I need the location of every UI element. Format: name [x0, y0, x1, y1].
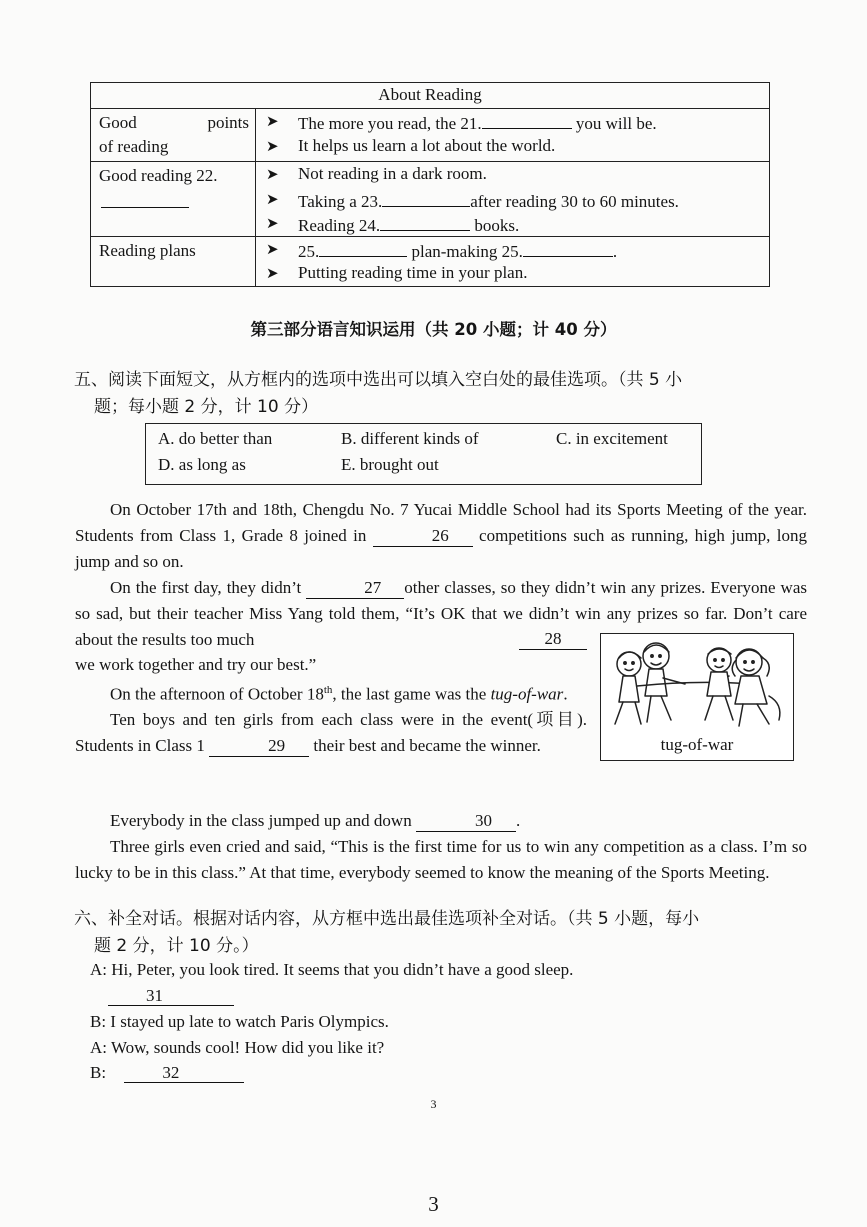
item-text: . [612, 241, 618, 261]
label-word: Good reading 22. [99, 166, 218, 185]
options-box [145, 423, 702, 485]
item-text: books. [470, 216, 520, 235]
label-word: of reading [99, 137, 169, 156]
part-title: 第三部分语言知识运用（共 20 小题；计 40 分） [250, 320, 617, 339]
list-item [264, 187, 765, 212]
table-row [91, 236, 770, 286]
answer-blank [380, 211, 470, 231]
list-item [264, 261, 765, 286]
list-item [264, 134, 765, 159]
table-title: About Reading [91, 83, 770, 109]
item-text: after reading 30 to 60 minutes. [470, 191, 679, 211]
item-text: It helps us learn a lot about the world. [298, 135, 556, 155]
answer-blank [382, 187, 470, 207]
label-word: points [207, 113, 249, 132]
speaker-label: B: [90, 1063, 107, 1082]
paragraph: Everybody in the class jumped up and down 30 . [110, 811, 521, 830]
paragraph: Three girls even cried and said, “This is the first time for us to win any competition as a class. I’m so lucky to be in this class.” At that time, everybody seemed to know the meaning of the Sports Meeting. [75, 836, 807, 882]
table-row [91, 109, 770, 162]
item-text: Taking a 23. [298, 191, 383, 211]
list-item [264, 211, 765, 236]
table-row-content [256, 236, 770, 286]
gap-27: 27 [306, 578, 404, 599]
item-text: you will be. [571, 114, 657, 133]
option-a: A. do better than [158, 429, 273, 448]
table-row-content [256, 162, 770, 237]
answer-blank [523, 237, 613, 257]
about-reading-table [90, 82, 770, 287]
passage-bottom [75, 808, 807, 886]
option-e: E. brought out [341, 455, 439, 474]
page-number-small: 3 [430, 1097, 437, 1111]
section-title-line: 五、阅读下面短文，从方框内的选项中选出可以填入空白处的最佳选项。（共 5 小 [74, 370, 683, 390]
paragraph: On the afternoon of October 18th, the last game was the tug-of-war. [110, 683, 568, 704]
section-title-line: 六、补全对话。根据对话内容，从方框中选出最佳选项补全对话。（共 5 小题，每小 [74, 909, 700, 929]
answer-blank [101, 188, 189, 208]
dialogue-line [90, 1063, 244, 1083]
item-text: Reading 24. [298, 216, 381, 235]
answer-blank [482, 109, 572, 129]
gap-26: 26 [373, 526, 473, 547]
dialogue-line: A: Wow, sounds cool! How did you like it? [90, 1038, 385, 1057]
section-title-line: 题；每小题 2 分，计 10 分） [94, 397, 319, 417]
tug-of-war-drawing [601, 634, 793, 734]
gap-32: 32 [124, 1063, 244, 1083]
section-6-title [74, 906, 814, 960]
table-row-label [91, 236, 256, 286]
dialogue-line: A: Hi, Peter, you look tired. It seems that you didn’t have a good sleep. [90, 960, 574, 979]
list-item [264, 109, 765, 134]
list-item [264, 237, 765, 262]
item-text: Putting reading time in your plan. [298, 263, 528, 282]
table-row [91, 162, 770, 237]
item-text: Not reading in a dark room. [298, 164, 487, 183]
paragraph: On October 17th and 18th, Chengdu No. 7 Yucai Middle School had its Sports Meeting of the year. Students from Class 1, Grade 8 joined in 26 competitions such as running, high jump, long jump and so on. [75, 500, 808, 571]
gap-28: 28 [519, 629, 587, 650]
answer-blank [319, 237, 407, 257]
tug-of-war-illustration [600, 633, 794, 761]
gap-30: 30 [416, 811, 516, 832]
option-d: D. as long as [158, 455, 246, 474]
gap-31: 31 [108, 986, 234, 1006]
section-5-title [74, 367, 814, 421]
picture-caption: tug-of-war [660, 735, 734, 754]
option-b: B. different kinds of [341, 429, 479, 448]
gap-29: 29 [209, 736, 309, 757]
item-text: plan-making 25. [407, 241, 523, 261]
item-text: 25. [298, 241, 320, 261]
item-text: The more you read, the 21. [298, 114, 482, 133]
paragraph: Ten boys and ten girls from each class were in the event(项目). Students in Class 1 29 their best and became the winner. [75, 710, 587, 756]
section-title-line: 题 2 分，计 10 分。） [94, 936, 259, 956]
paragraph-fragment [75, 626, 587, 652]
table-row-label [91, 109, 256, 162]
passage-left-of-picture [75, 626, 587, 759]
table-row-label [91, 162, 256, 237]
paragraph: On the first day, they didn’t 27 other classes, so they didn’t win any prizes. Everyone was so sad, but their teacher Miss Yang told them, “It’s OK that we didn’t win any prizes so far. Don’t care about the results too much [75, 577, 807, 649]
table-row-content [256, 109, 770, 162]
option-c: C. in excitement [556, 429, 668, 448]
page-number: 3 [428, 1192, 439, 1216]
dialogue-line: B: I stayed up late to watch Paris Olympics. [90, 1012, 389, 1031]
paragraph-fragment: we work together and try our best.” [75, 654, 317, 674]
list-item [264, 162, 765, 187]
dialogue-line [108, 986, 234, 1006]
label-word: Reading plans [99, 240, 196, 260]
label-word: Good [99, 113, 137, 132]
